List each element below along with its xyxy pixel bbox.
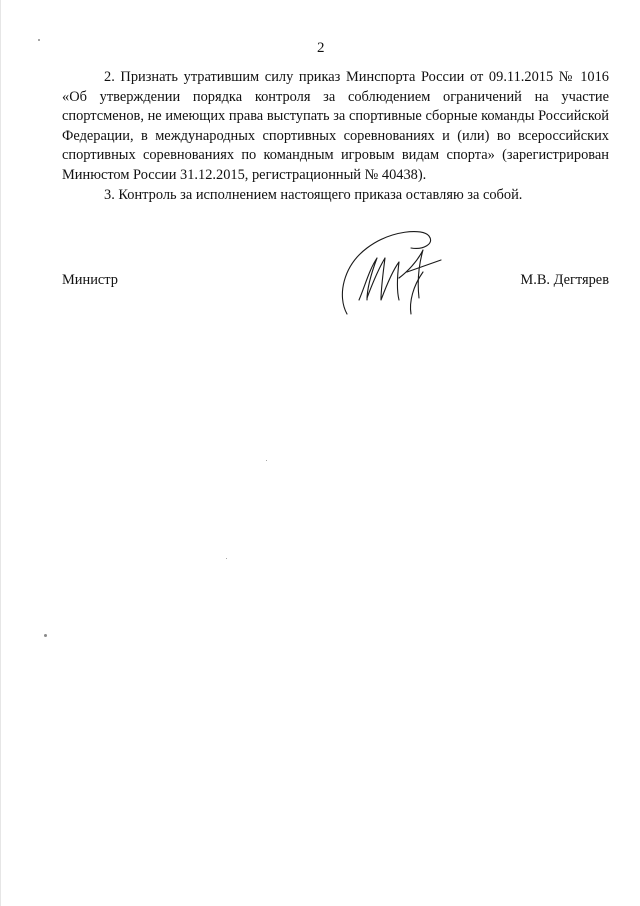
- page-number: 2: [317, 40, 325, 56]
- scan-speck: [266, 460, 267, 461]
- handwritten-signature-icon: [337, 222, 457, 322]
- signer-name: М.В. Дегтярев: [520, 272, 609, 288]
- document-body: [62, 68, 609, 205]
- scan-speck: [44, 634, 47, 637]
- paragraph-2: 2. Признать утратившим силу приказ Минспорта России от 09.11.2015 № 1016 «Об утверждении порядка контроля за соблюдением ограничений на участие спортсменов, не имеющих права выступать за спортивные сборные команды Российской Федерации, в международных спортивных соревнованиях и (или) во всероссийских спортивных соревнованиях по командным игровым видам спорта» (зарегистрирован Минюстом России 31.12.2015, регистрационный № 40438).: [62, 69, 609, 183]
- signature-loop: [342, 232, 430, 314]
- scan-speck: [226, 558, 227, 559]
- signature-block: [62, 272, 609, 296]
- signature-stroke-3: [399, 250, 423, 298]
- paragraph-3: 3. Контроль за исполнением настоящего приказа оставляю за собой.: [104, 186, 523, 203]
- signer-title: Министр: [62, 272, 118, 288]
- signature-stroke-2: [367, 258, 399, 300]
- scan-speck: [38, 39, 40, 41]
- signature-tail: [411, 272, 424, 314]
